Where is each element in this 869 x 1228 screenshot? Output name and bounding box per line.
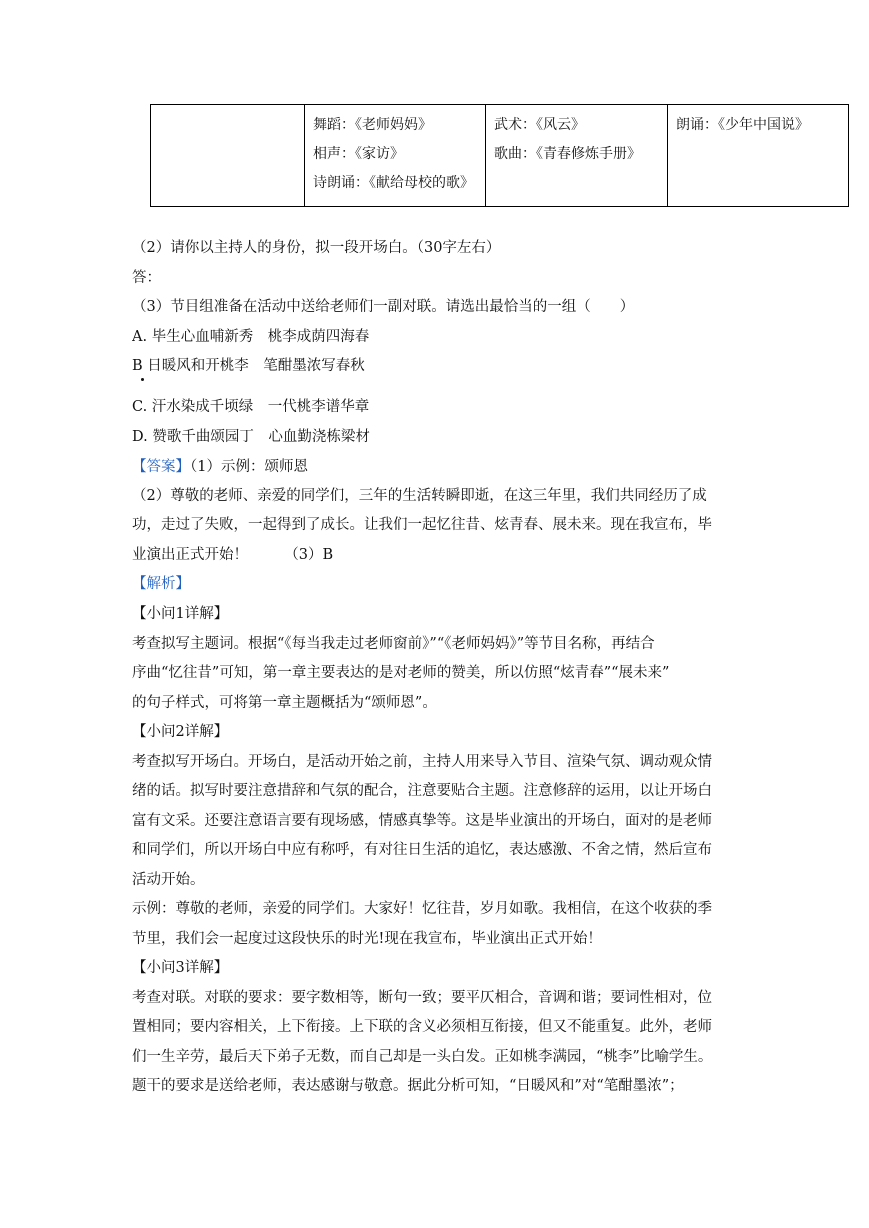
sub2-title: 【小问2详解】 — [132, 724, 229, 740]
answer-2-line: （2）尊敬的老师、亲爱的同学们，三年的生活转瞬即逝，在这三年里，我们共同经历了成 — [132, 488, 707, 504]
table-cell-empty — [151, 105, 305, 207]
table-cell-programs-2 — [305, 105, 486, 207]
question-2: （2）请你以主持人的身份，拟一段开场白。（30字左右） — [132, 240, 501, 256]
sub2-line: 考查拟写开场白。开场白，是活动开始之前，主持人用来导入节目、渲染气氛、调动观众情 — [132, 754, 712, 770]
program-item: 相声：《家访》 — [313, 146, 404, 162]
table-cell-programs-3 — [486, 105, 668, 207]
program-item: 舞蹈：《老师妈妈》 — [313, 117, 432, 133]
table-cell-programs-4 — [668, 105, 849, 207]
question-3: （3）节目组准备在活动中送给老师们一副对联。请选出最恰当的一组（ ） — [132, 299, 635, 315]
sub3-line: 题干的要求是送给老师，表达感谢与敬意。据此分析可知，“日暖风和”对“笔酣墨浓”； — [132, 1078, 684, 1094]
sub2-line: 绪的话。拟写时要注意措辞和气氛的配合，注意要贴合主题。注意修辞的运用，以让开场白 — [132, 783, 712, 799]
sub3-line: 们一生辛劳，最后天下弟子无数，而自己却是一头白发。正如桃李满园，“桃李”比喻学生。 — [132, 1049, 713, 1065]
answer-2-line: 功，走过了失败，一起得到了成长。让我们一起忆往昔、炫青春、展未来。现在我宣布，毕 — [132, 517, 712, 533]
sub2-example-line: 示例：尊敬的老师，亲爱的同学们。大家好！忆往昔，岁月如歌。我相信，在这个收获的季 — [132, 901, 712, 917]
sub3-line: 置相同；要内容相关，上下衔接。上下联的含义必须相互衔接，但又不能重复。此外，老师 — [132, 1019, 712, 1035]
program-item: 歌曲：《青春修炼手册》 — [494, 146, 641, 162]
option-d: D. 赞歌千曲颂园丁 心血勤浇栋梁材 — [132, 429, 370, 445]
answer-line — [132, 457, 742, 477]
sub1-line: 考查拟写主题词。根据“《每当我走过老师窗前》”“《老师妈妈》”等节目名称，再结合 — [132, 636, 655, 652]
program-item: 武术：《风云》 — [494, 117, 585, 133]
answer-label: 答： — [132, 270, 161, 286]
option-c: C. 汗水染成千顷绿 一代桃李谱华章 — [132, 399, 370, 415]
answer-2-line: 业演出正式开始！ （3）B — [132, 547, 334, 563]
program-item: 朗诵：《少年中国说》 — [676, 117, 809, 133]
sub2-example-line: 节里，我们会一起度过这段快乐的时光!现在我宣布，毕业演出正式开始！ — [132, 931, 602, 947]
sub2-line: 富有文采。还要注意语言要有现场感，情感真挚等。这是毕业演出的开场白，面对的是老师 — [132, 813, 712, 829]
sub1-title: 【小问1详解】 — [132, 606, 229, 622]
option-a: A. 毕生心血哺新秀 桃李成荫四海春 — [132, 329, 370, 345]
program-table — [150, 104, 849, 207]
table-row — [151, 105, 849, 207]
analysis-tag: 【解析】 — [132, 576, 190, 592]
sub2-line: 活动开始。 — [132, 872, 205, 888]
sub3-title: 【小问3详解】 — [132, 960, 229, 976]
sub1-line: 序曲“忆往昔”可知，第一章主要表达的是对老师的赞美，所以仿照“炫青春”“展未来” — [132, 665, 670, 681]
answer-tag: 【答案】 — [132, 459, 190, 475]
program-item: 诗朗诵：《献给母校的歌》 — [313, 175, 474, 191]
sub2-line: 和同学们，所以开场白中应有称呼，有对往日生活的追忆，表达感激、不舍之情，然后宣布 — [132, 842, 712, 858]
sub3-line: 考查对联。对联的要求：要字数相等，断句一致；要平仄相合，音调和谐；要词性相对，位 — [132, 990, 712, 1006]
sub1-line: 的句子样式，可将第一章主题概括为“颂师恩”。 — [132, 695, 437, 711]
option-b: B 日暖风和开桃李 笔酣墨浓写春秋 — [132, 358, 365, 374]
answer-1: （1）示例：颂师恩 — [190, 459, 308, 475]
emphasis-dot — [141, 378, 144, 381]
